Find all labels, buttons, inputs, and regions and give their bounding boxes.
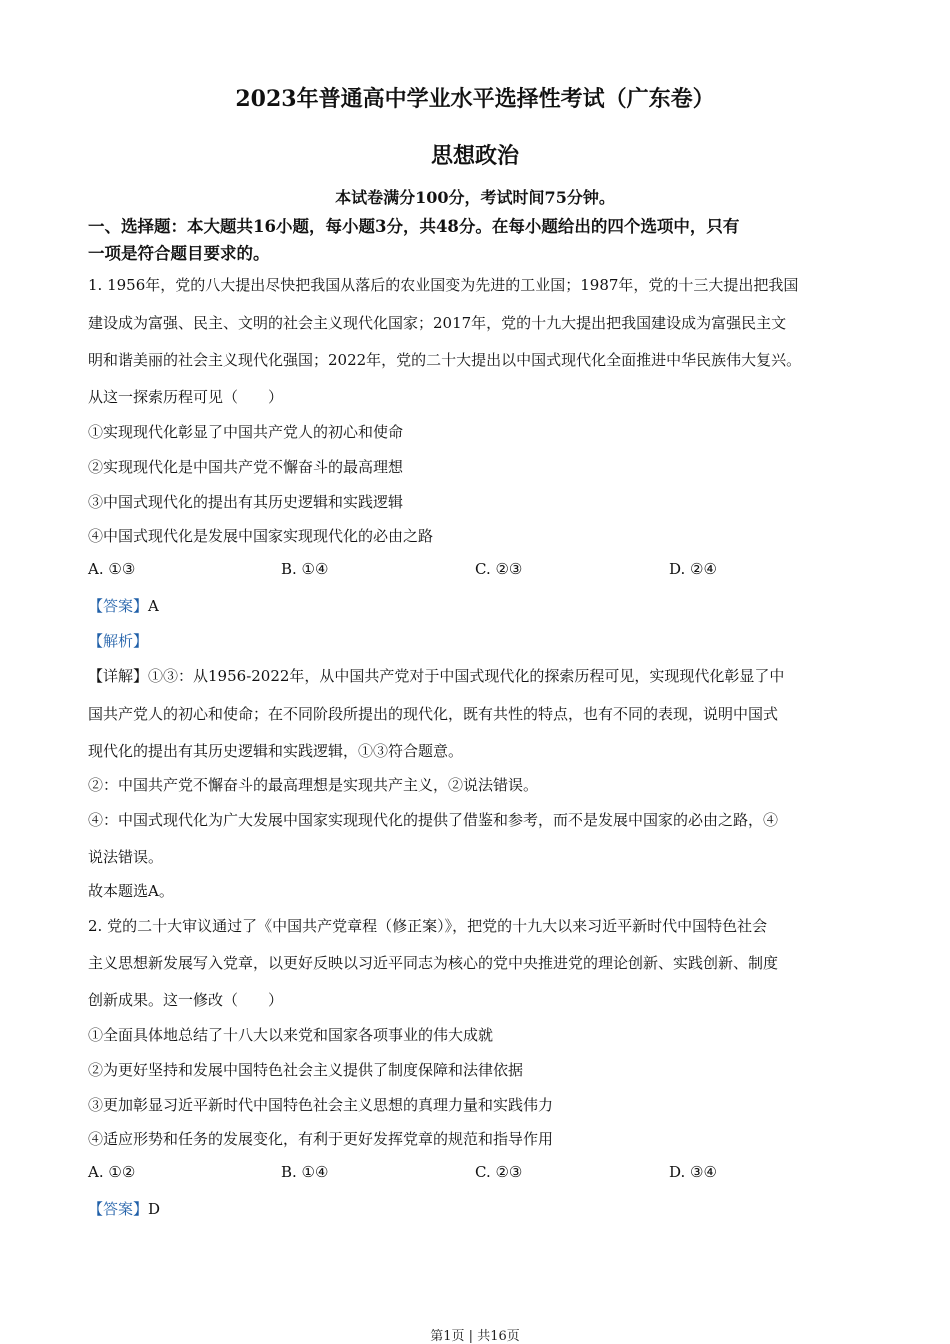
- q1-option-c: C. ②③: [475, 560, 523, 578]
- answer-tag: 【答案】: [88, 597, 149, 615]
- q2-item: ①全面具体地总结了十八大以来党和国家各项事业的伟大成就: [88, 1026, 494, 1044]
- q2-stem-line: 创新成果。这一修改（ ）: [88, 991, 284, 1009]
- q2-item: ③更加彰显习近平新时代中国特色社会主义思想的真理力量和实践伟力: [88, 1096, 554, 1114]
- q1-item: ④中国式现代化是发展中国家实现现代化的必由之路: [88, 527, 434, 545]
- q1-detail-line: 说法错误。: [88, 848, 164, 866]
- q1-detail-line: 国共产党人的初心和使命；在不同阶段所提出的现代化，既有共性的特点，也有不同的表现，说明中国式: [88, 705, 779, 723]
- q1-stem-line: 建设成为富强、民主、文明的社会主义现代化国家；2017年，党的十九大提出把我国建设成为富强民主文: [88, 314, 787, 332]
- q2-option-d: D. ③④: [669, 1163, 717, 1181]
- q1-option-a: A. ①③: [88, 560, 136, 578]
- q1-detail-line: ②：中国共产党不懈奋斗的最高理想是实现共产主义，②说法错误。: [88, 776, 539, 794]
- detail-text: ①③：从1956-2022年，从中国共产党对于中国式现代化的探索历程可见，实现现代化彰显了中: [148, 667, 785, 685]
- answer-value: D: [148, 1200, 161, 1218]
- q1-item: ①实现现代化彰显了中国共产党人的初心和使命: [88, 423, 404, 441]
- exam-note: 本试卷满分100分，考试时间75分钟。: [335, 188, 615, 207]
- q1-detail-line: 现代化的提出有其历史逻辑和实践逻辑，①③符合题意。: [88, 742, 464, 760]
- section-heading-line: 一项是符合题目要求的。: [88, 244, 270, 263]
- q1-item: ③中国式现代化的提出有其历史逻辑和实践逻辑: [88, 493, 404, 511]
- q1-answer: [88, 595, 159, 616]
- answer-tag: 【答案】: [88, 1200, 149, 1218]
- q2-stem-line: 主义思想新发展写入党章，以更好反映以习近平同志为核心的党中央推进党的理论创新、实践创新、制度: [88, 954, 779, 972]
- q2-item: ②为更好坚持和发展中国特色社会主义提供了制度保障和法律依据: [88, 1061, 524, 1079]
- q1-stem-line: 1. 1956年，党的八大提出尽快把我国从落后的农业国变为先进的工业国；1987年，党的十三大提出把我国: [88, 276, 799, 294]
- analysis-tag: 【解析】: [88, 632, 149, 650]
- page-footer: [0, 1325, 950, 1344]
- footer-separator: |: [468, 1329, 474, 1344]
- page-total: 共16页: [477, 1329, 520, 1344]
- q1-stem-line: 从这一探索历程可见（ ）: [88, 388, 284, 406]
- page-number: 第1页: [430, 1329, 465, 1344]
- q2-stem-line: 2. 党的二十大审议通过了《中国共产党章程（修正案）》，把党的十九大以来习近平新时代中国特色社会: [88, 917, 768, 935]
- q1-analysis-tag: [88, 630, 148, 651]
- exam-title: 2023年普通高中学业水平选择性考试（广东卷）: [235, 86, 715, 112]
- q2-option-b: B. ①④: [281, 1163, 329, 1181]
- q1-item: ②实现现代化是中国共产党不懈奋斗的最高理想: [88, 458, 404, 476]
- q2-answer: [88, 1198, 160, 1219]
- q1-detail-line: 故本题选A。: [88, 882, 174, 900]
- answer-value: A: [148, 597, 159, 615]
- q2-option-a: A. ①②: [88, 1163, 136, 1181]
- detail-tag: 【详解】: [88, 667, 149, 685]
- q1-detail-line: [88, 665, 784, 686]
- q1-option-d: D. ②④: [669, 560, 717, 578]
- q1-detail-line: ④：中国式现代化为广大发展中国家实现现代化的提供了借鉴和参考，而不是发展中国家的必由之路，④: [88, 811, 779, 829]
- q1-option-b: B. ①④: [281, 560, 329, 578]
- q2-option-c: C. ②③: [475, 1163, 523, 1181]
- q1-stem-line: 明和谐美丽的社会主义现代化强国；2022年，党的二十大提出以中国式现代化全面推进中华民族伟大复兴。: [88, 351, 802, 369]
- section-heading-line: 一、选择题：本大题共16小题，每小题3分，共48分。在每小题给出的四个选项中，只有: [88, 217, 740, 236]
- subject-title: 思想政治: [430, 143, 519, 169]
- section-heading: [88, 213, 878, 267]
- q2-item: ④适应形势和任务的发展变化，有利于更好发挥党章的规范和指导作用: [88, 1130, 554, 1148]
